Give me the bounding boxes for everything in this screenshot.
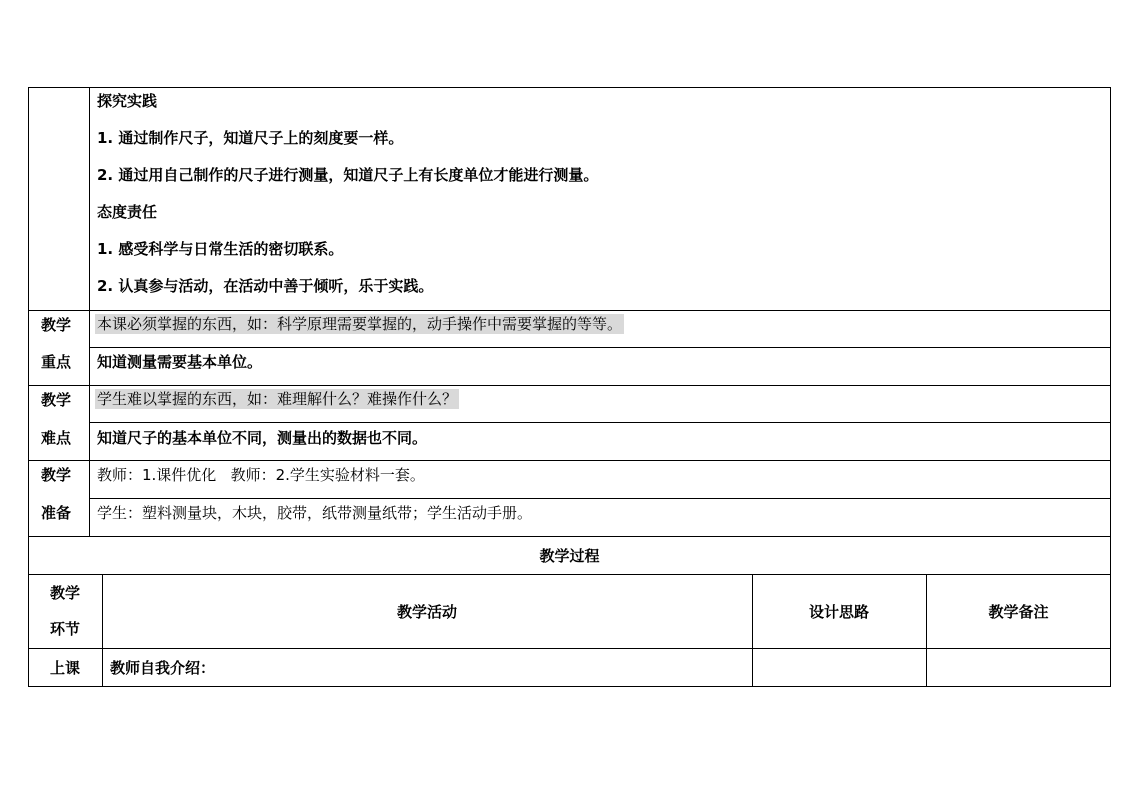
difficulties-label-1: 教学 [41,391,72,409]
label-column-divider [89,87,90,537]
preparation-label-1: 教学 [41,466,72,484]
row-stage-cell [28,648,102,686]
row-stage: 上课 [49,658,80,677]
preparation-teacher: 教师：1.课件优化 教师：2.学生实验材料一套。 [97,466,425,484]
header-stage-2: 环节 [49,620,80,638]
preparation-student: 学生：塑料测量块，木块，胶带，纸带测量纸带；学生活动手册。 [97,504,533,522]
process-title-cell [28,536,1111,574]
row-activity-cell [102,648,752,686]
goal-item: 1. 通过制作尺子，知道尺子上的刻度要一样。 [97,129,404,147]
difficulties-content: 知道尺子的基本单位不同，测量出的数据也不同。 [97,429,428,447]
process-title: 教学过程 [539,546,600,565]
row-divider [89,422,1111,423]
row-notes-cell [926,648,1111,686]
header-stage-cell [28,574,102,648]
goal-heading: 探究实践 [97,92,158,110]
header-stage-1: 教学 [49,584,80,602]
row-divider [28,310,1111,311]
header-notes-cell [926,574,1111,648]
key-points-label-2: 重点 [41,353,72,371]
table-border-bottom [28,686,1111,687]
key-points-hint: 本课必须掌握的东西，如：科学原理需要掌握的，动手操作中需要掌握的等等。 [97,315,623,333]
header-design-cell [752,574,926,648]
key-points-content: 知道测量需要基本单位。 [97,353,263,371]
header-notes: 教学备注 [988,602,1049,621]
row-design-cell [752,648,926,686]
row-divider [28,460,1111,461]
row-divider [89,498,1111,499]
difficulties-label-2: 难点 [41,429,72,447]
row-activity: 教师自我介绍： [110,658,216,677]
goal-heading: 态度责任 [97,203,158,221]
header-activity: 教学活动 [396,602,457,621]
key-points-label-1: 教学 [41,316,72,334]
difficulties-hint: 学生难以掌握的东西，如：难理解什么？难操作什么？ [97,390,458,408]
preparation-label-2: 准备 [41,504,72,522]
goal-item: 2. 认真参与活动，在活动中善于倾听，乐于实践。 [97,277,434,295]
goal-item: 1. 感受科学与日常生活的密切联系。 [97,240,344,258]
table-border-top [28,87,1111,88]
row-divider [89,347,1111,348]
goal-item: 2. 通过用自己制作的尺子进行测量，知道尺子上有长度单位才能进行测量。 [97,166,599,184]
header-design: 设计思路 [808,602,869,621]
row-divider [28,385,1111,386]
header-activity-cell [102,574,752,648]
